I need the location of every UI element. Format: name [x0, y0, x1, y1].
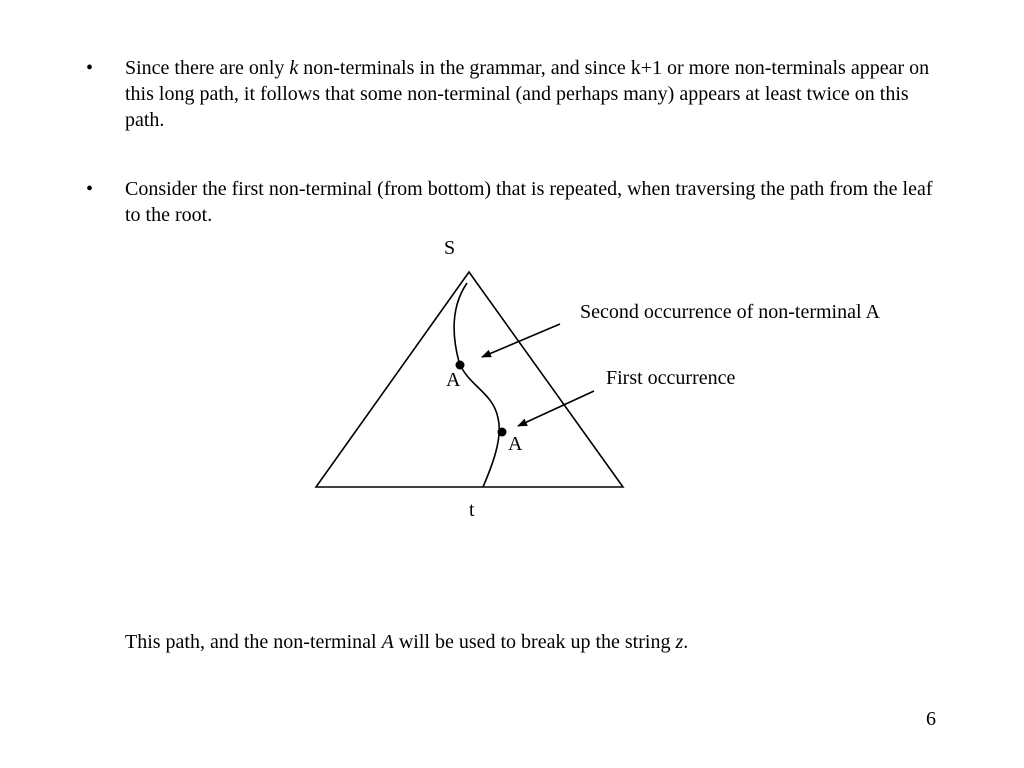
bullet-marker: •	[86, 178, 94, 200]
annotation-first-occurrence: First occurrence	[606, 367, 736, 389]
footer-sentence	[125, 629, 688, 655]
arrow-first-occurrence	[518, 391, 594, 426]
bullet-1-italic-k: k	[289, 57, 299, 79]
bullet-text-2: Consider the first non-terminal (from bottom) that is repeated, when traversing the path from the leaf to the root.	[125, 178, 933, 226]
footer-text-end: .	[683, 631, 689, 653]
bullet-marker: •	[86, 57, 94, 79]
footer-text-middle: will be used to break up the string	[393, 631, 676, 653]
annotation-second-occurrence: Second occurrence of non-terminal A	[580, 301, 880, 323]
root-to-leaf-path	[454, 283, 499, 487]
page-number: 6	[926, 708, 936, 730]
arrow-second-occurrence	[482, 324, 560, 357]
footer-italic-A: A	[381, 631, 394, 653]
root-label: S	[444, 237, 456, 259]
footer-text-start: This path, and the non-terminal	[125, 631, 382, 653]
upper-node-label: A	[446, 369, 461, 391]
footer-italic-z: z	[675, 631, 684, 653]
lower-node-dot	[498, 428, 507, 437]
lower-node-label: A	[508, 433, 523, 455]
bullet-1-text-end: non-terminals in the grammar, and since k+1 or more non-terminals appear on this long path, it follows that some non-terminal (and perhaps many) appears at least twice on this path.	[125, 57, 930, 131]
yield-label: t	[469, 499, 475, 521]
bullet-1-text-start: Since there are only	[125, 57, 290, 79]
